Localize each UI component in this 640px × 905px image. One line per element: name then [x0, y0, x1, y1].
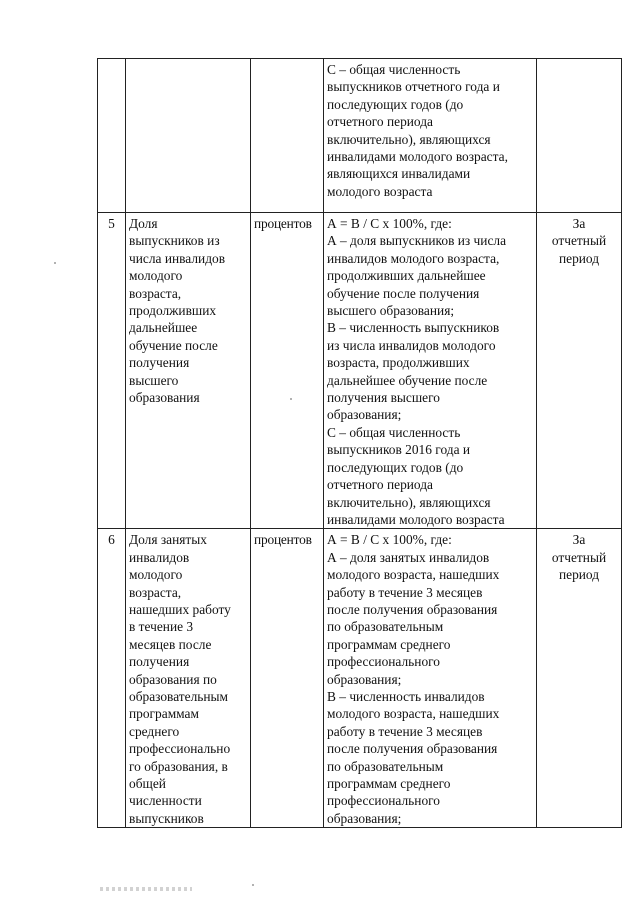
text-line: выпускников из: [129, 233, 220, 249]
text-line: отчетный: [551, 549, 607, 565]
text-line: продолживших: [129, 303, 217, 319]
text-line: высшего: [129, 372, 179, 388]
text-line: работу в течение 3 месяцев: [327, 723, 483, 739]
text-line: молодого: [129, 567, 183, 583]
text-line: С – общая численность: [327, 424, 461, 440]
scan-speck: [252, 884, 254, 886]
text-line: в течение 3: [129, 619, 194, 635]
text-line: высшего образования;: [327, 303, 455, 319]
text-line: включительно), являющихся: [327, 494, 491, 510]
text-line: получения высшего: [327, 390, 440, 406]
text-line: обучение после: [129, 337, 218, 353]
number-cell: [98, 59, 126, 213]
text-line: из числа инвалидов молодого: [327, 337, 496, 353]
text-line: месяцев после: [129, 636, 212, 652]
text-line: получения: [129, 355, 190, 371]
text-line: период: [558, 250, 600, 266]
formula-cell: [324, 59, 537, 213]
indicator-name-cell: [126, 59, 251, 213]
text-line: профессионального: [327, 793, 440, 809]
number-cell: 5: [98, 213, 126, 529]
text-line: За: [572, 532, 586, 548]
text-line: В – численность выпускников: [327, 320, 500, 336]
text-line: профессионально: [129, 741, 231, 757]
text-line: после получения образования: [327, 601, 498, 617]
indicators-table: [97, 58, 622, 828]
text-line: после получения образования: [327, 741, 498, 757]
text-line: инвалидов молодого возраста,: [327, 250, 500, 266]
text-line: являющихся инвалидами: [327, 166, 471, 182]
unit-cell: процентов: [251, 529, 324, 828]
text-line: Доля занятых: [129, 532, 207, 548]
text-line: А = В / С x 100%, где:: [327, 532, 452, 548]
indicator-name-cell: [126, 213, 251, 529]
number-cell: 6: [98, 529, 126, 828]
unit-cell: процентов: [251, 213, 324, 529]
scan-artifact: [100, 887, 192, 891]
period-cell: [537, 529, 622, 828]
text-line: А – доля занятых инвалидов: [327, 549, 490, 565]
scan-speck: [290, 398, 292, 400]
indicator-name-cell: [126, 529, 251, 828]
text-line: включительно), являющихся: [327, 131, 491, 147]
text-line: молодого: [129, 268, 183, 284]
unit-cell: [251, 59, 324, 213]
text-line: по образовательным: [327, 619, 444, 635]
text-line: А – доля выпускников из числа: [327, 233, 507, 249]
text-line: Доля: [129, 216, 158, 231]
text-line: инвалидами молодого возраста,: [327, 149, 508, 165]
text-line: В – численность инвалидов: [327, 688, 485, 704]
period-cell: [537, 213, 622, 529]
table-row-continuation: [98, 59, 622, 213]
text-line: нашедших работу: [129, 601, 231, 617]
text-line: среднего: [129, 723, 180, 739]
text-line: инвалидов: [129, 549, 190, 565]
scan-speck: [54, 262, 56, 264]
text-line: дальнейшее обучение после: [327, 372, 488, 388]
text-line: инвалидами молодого возраста: [327, 511, 505, 527]
text-line: работу в течение 3 месяцев: [327, 584, 483, 600]
text-line: образования по: [129, 671, 217, 687]
text-line: выпускников 2016 года и: [327, 442, 471, 458]
table-row-indicator-6: [98, 529, 622, 828]
text-line: образования;: [327, 671, 402, 687]
text-line: последующих годов (до: [327, 459, 464, 475]
formula-cell: [324, 213, 537, 529]
text-line: возраста,: [129, 584, 182, 600]
text-line: общей: [129, 776, 166, 791]
text-line: За: [572, 216, 586, 231]
text-line: образовательным: [129, 688, 229, 704]
text-line: образования: [129, 390, 200, 406]
text-line: выпускников отчетного года и: [327, 79, 500, 95]
text-line: образования;: [327, 407, 402, 423]
text-line: продолживших дальнейшее: [327, 268, 486, 284]
text-line: последующих годов (до: [327, 96, 464, 112]
text-line: программам среднего: [327, 776, 451, 791]
text-line: отчетного периода: [327, 114, 433, 130]
text-line: отчетный: [551, 233, 607, 249]
table-row-indicator-5: [98, 213, 622, 529]
text-line: возраста, продолживших: [327, 355, 470, 371]
text-line: программам: [129, 706, 199, 722]
text-line: по образовательным: [327, 758, 444, 774]
text-line: профессионального: [327, 654, 440, 670]
text-line: С – общая численность: [327, 62, 461, 77]
text-line: отчетного периода: [327, 477, 433, 493]
period-cell: [537, 59, 622, 213]
text-line: программам среднего: [327, 636, 451, 652]
text-line: возраста,: [129, 285, 182, 301]
text-line: молодого возраста: [327, 183, 433, 199]
text-line: получения: [129, 654, 190, 670]
text-line: А = В / С x 100%, где:: [327, 216, 452, 231]
text-line: численности: [129, 793, 202, 809]
text-line: молодого возраста, нашедших: [327, 706, 500, 722]
text-line: выпускников: [129, 810, 204, 826]
text-line: го образования, в: [129, 758, 228, 774]
text-line: образования;: [327, 810, 402, 826]
text-line: числа инвалидов: [129, 250, 226, 266]
text-line: обучение после получения: [327, 285, 480, 301]
text-line: молодого возраста, нашедших: [327, 567, 500, 583]
text-line: дальнейшее: [129, 320, 198, 336]
formula-cell: [324, 529, 537, 828]
text-line: период: [558, 567, 600, 583]
